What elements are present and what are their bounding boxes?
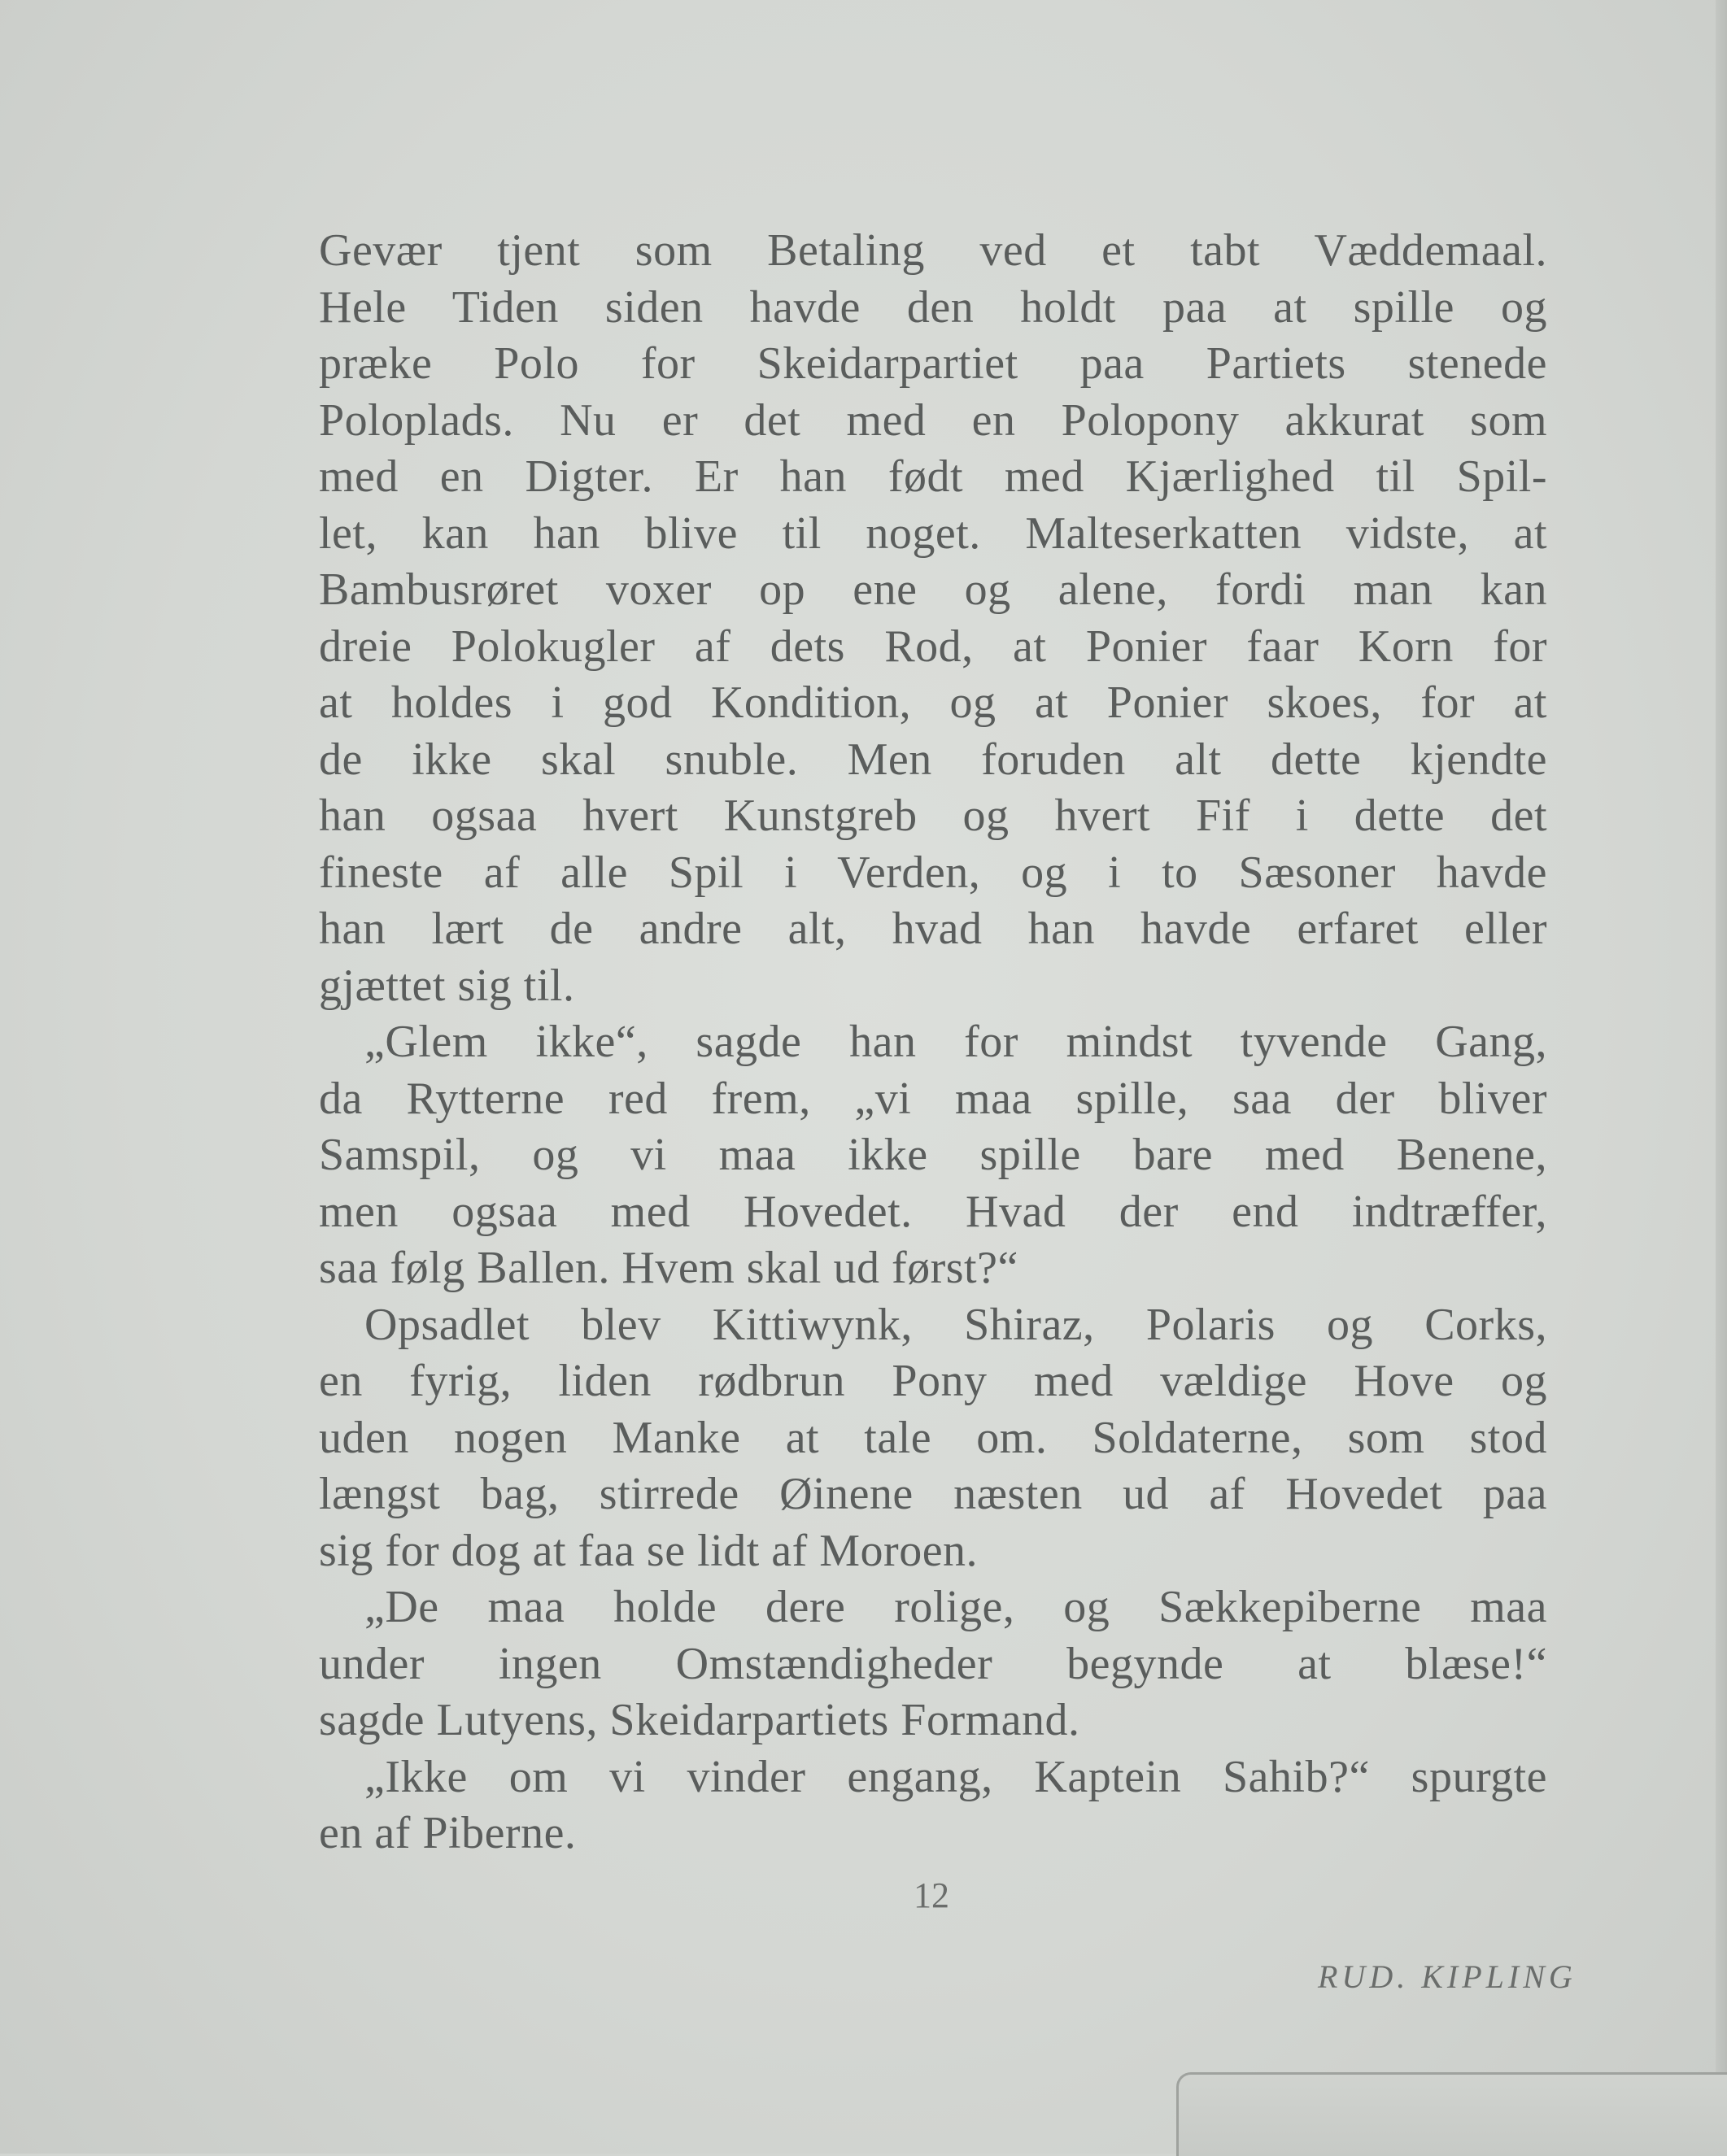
text-line: „Glem ikke“, sagde han for mindst tyvende Gang, (364, 1017, 1547, 1067)
text-line: Poloplads. Nu er det med en Polopony akkurat som (319, 394, 1547, 446)
text-line: let, kan han blive til noget. Malteserkatten vidste, at (319, 507, 1547, 559)
text-line: længst bag, stirrede Øinene næsten ud af Hovedet paa (319, 1469, 1547, 1519)
text-line: med en Digter. Er han født med Kjærlighed til Spil- (319, 451, 1547, 502)
body-text (319, 223, 1547, 1862)
text-line: sig for dog at faa se lidt af Moroen. (319, 1525, 979, 1576)
text-line: uden nogen Manke at tale om. Soldaterne, som stod (319, 1412, 1547, 1463)
text-line: Hele Tiden siden havde den holdt paa at spille og (319, 281, 1547, 333)
text-line: han ogsaa hvert Kunstgreb og hvert Fif i dette det (319, 791, 1547, 841)
text-line: saa følg Ballen. Hvem skal ud først?“ (319, 1243, 1018, 1293)
page-edge (1716, 0, 1727, 2154)
text-line: præke Polo for Skeidarpartiet paa Partiets stenede (319, 338, 1547, 389)
text-line: en af Piberne. (319, 1808, 577, 1858)
text-line: Samspil, og vi maa ikke spille bare med Benene, (319, 1130, 1547, 1180)
bookmark-tab (1176, 2072, 1727, 2156)
text-line: under ingen Omstændigheder begynde at blæse!“ (319, 1638, 1547, 1689)
text-line: at holdes i god Kondition, og at Ponier skoes, for at (319, 677, 1547, 728)
text-line: Opsadlet blev Kittiwynk, Shiraz, Polaris og Corks, (364, 1299, 1547, 1350)
text-line: Bambusrøret voxer op ene og alene, fordi man kan (319, 564, 1547, 615)
text-line: Gevær tjent som Betaling ved et tabt Væddemaal. (319, 225, 1547, 276)
running-footer-author: RUD. KIPLING (1318, 1958, 1577, 1995)
text-line: en fyrig, liden rødbrun Pony med vældige Hove og (319, 1356, 1547, 1406)
text-line: gjættet sig til. (319, 960, 575, 1011)
text-line: sagde Lutyens, Skeidarpartiets Formand. (319, 1695, 1080, 1745)
text-line: men ogsaa med Hovedet. Hvad der end indtræffer, (319, 1186, 1547, 1237)
page-number: 12 (914, 1875, 949, 1915)
text-line: da Rytterne red frem, „vi maa spille, saa der bliver (319, 1073, 1547, 1124)
text-line: han lært de andre alt, hvad han havde erfaret eller (319, 904, 1547, 954)
text-line: „Ikke om vi vinder engang, Kaptein Sahib?“ spurgte (364, 1751, 1547, 1802)
text-line: dreie Polokugler af dets Rod, at Ponier faar Korn for (319, 621, 1547, 672)
text-line: de ikke skal snuble. Men foruden alt dette kjendte (319, 734, 1547, 785)
text-line: „De maa holde dere rolige, og Sækkepiberne maa (364, 1582, 1547, 1632)
text-line: fineste af alle Spil i Verden, og i to Sæsoner havde (319, 847, 1547, 898)
